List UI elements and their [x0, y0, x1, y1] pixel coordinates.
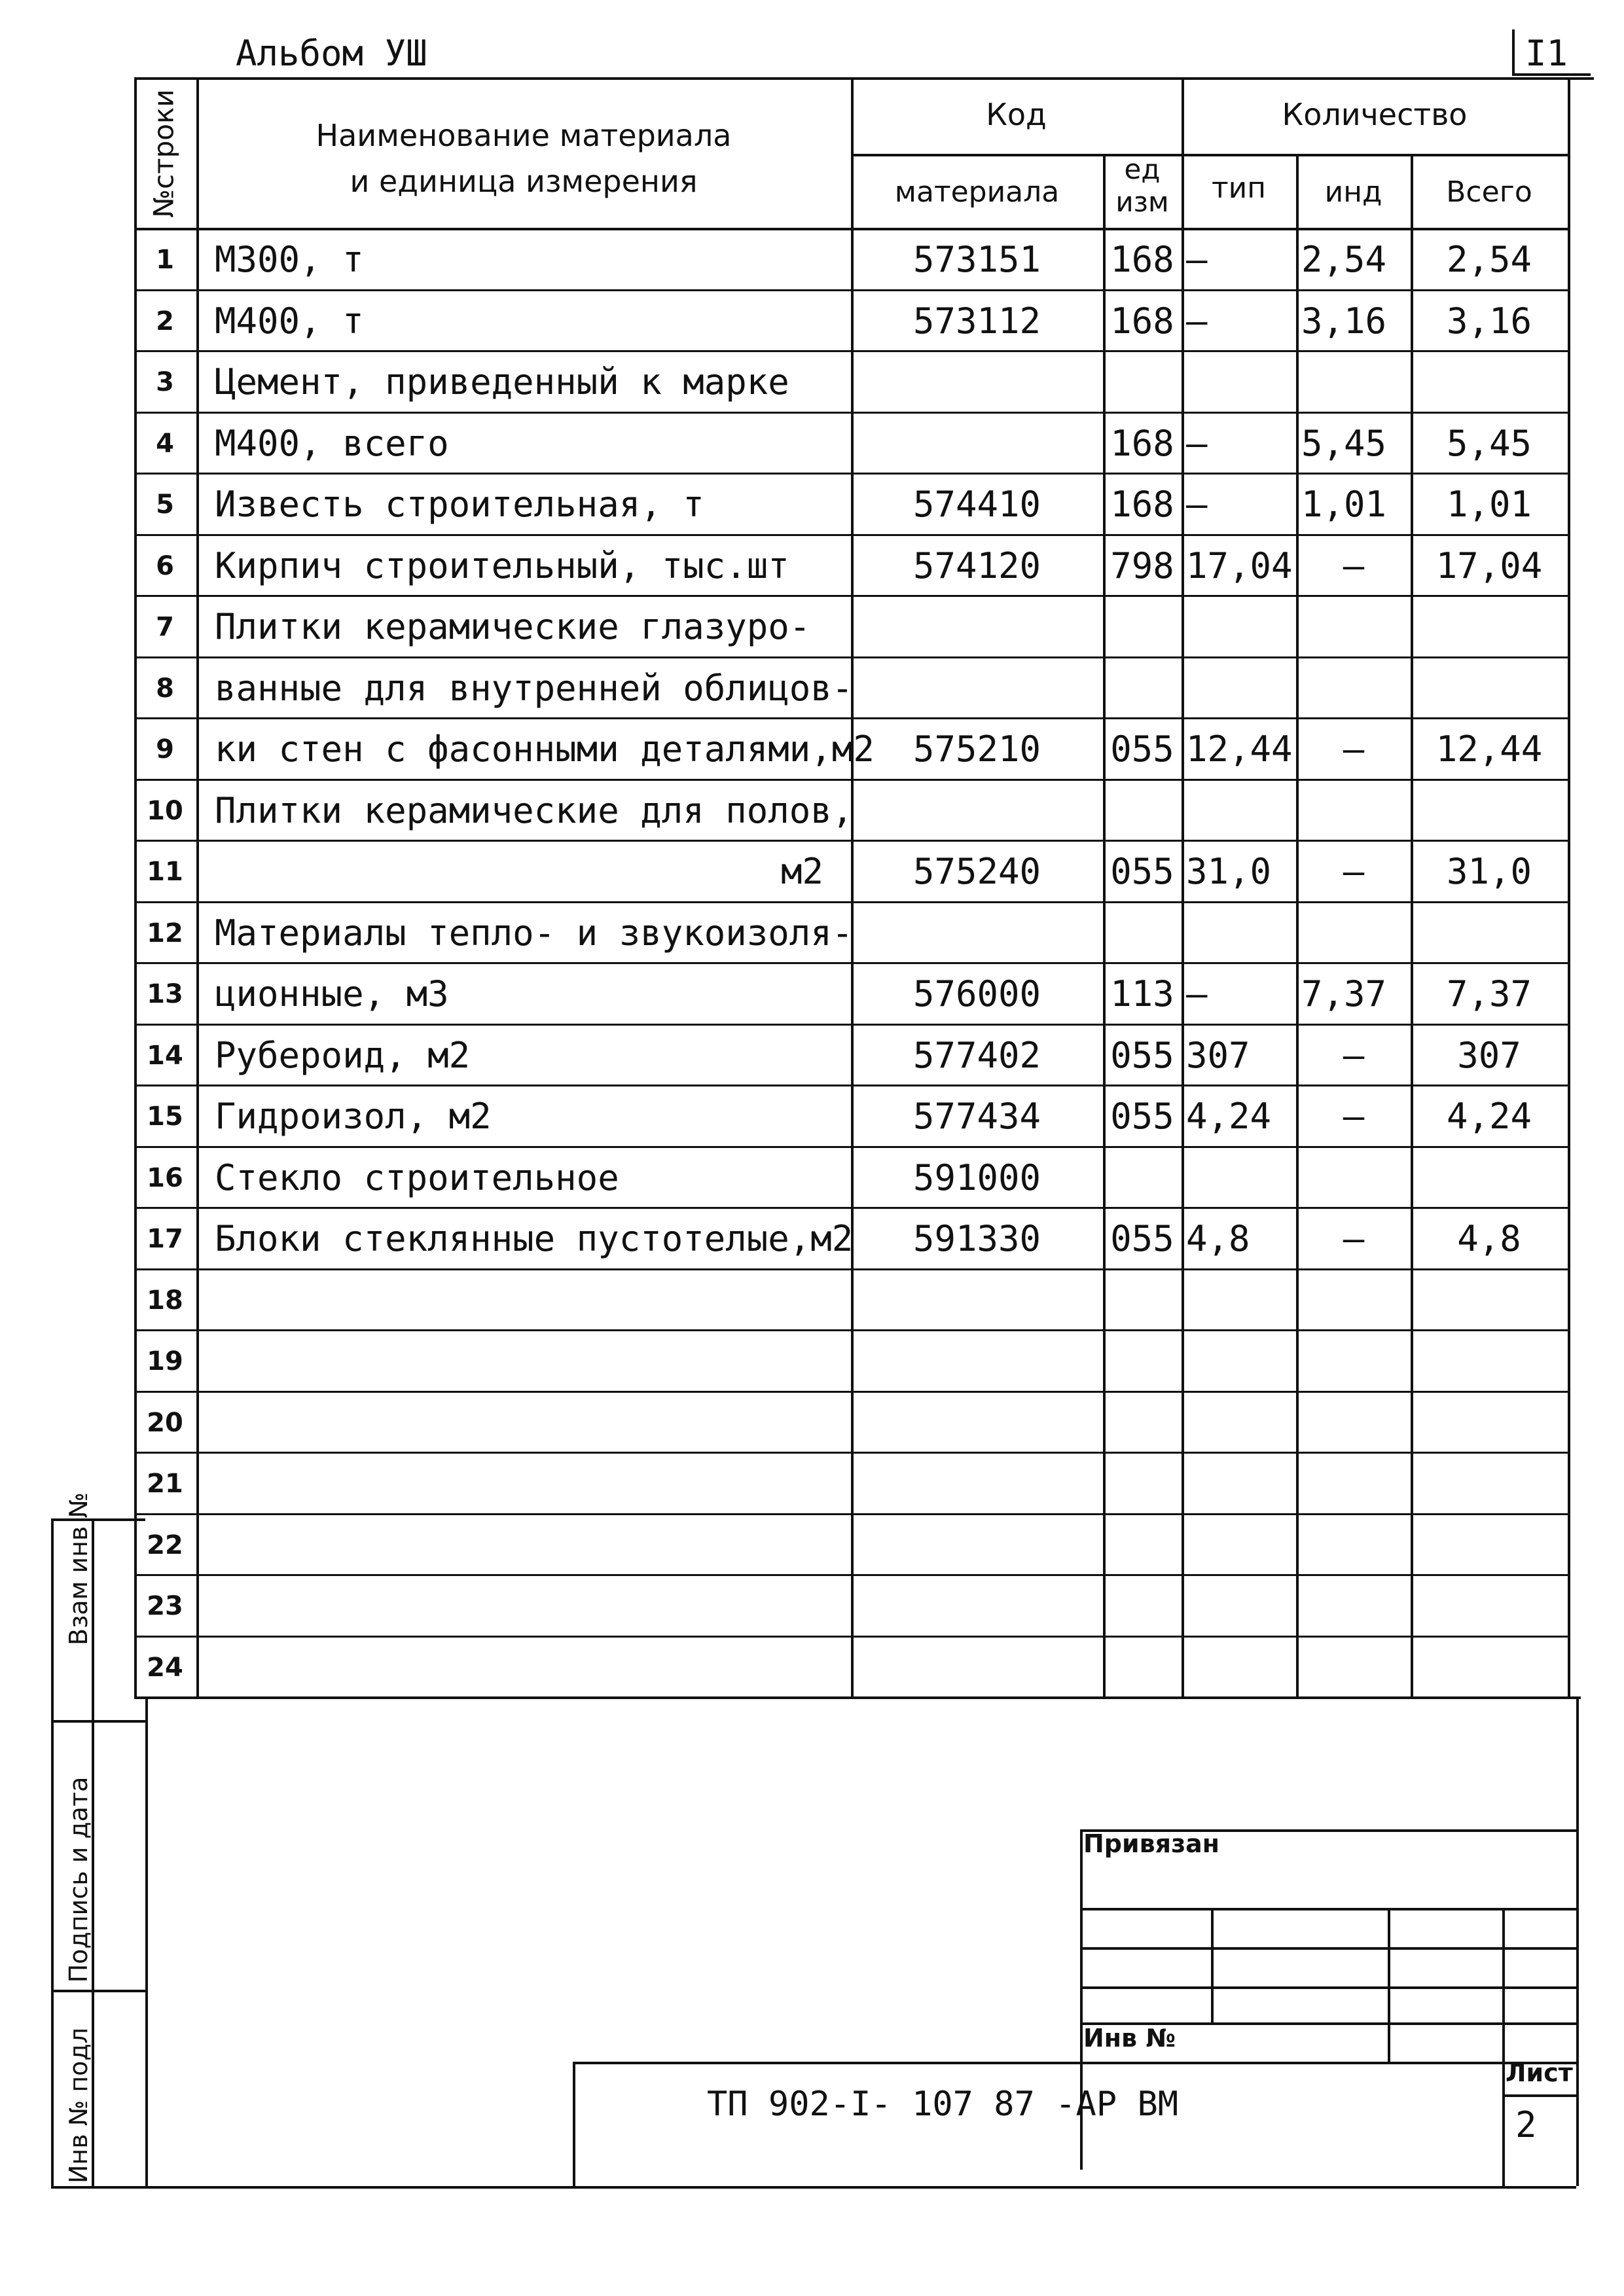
cell-n: 10	[147, 795, 183, 826]
cell-n: 1	[156, 245, 174, 275]
stamp-sheet-number: 2	[1515, 2104, 1537, 2145]
cell-name: Блоки стеклянные пустотелые,м2	[215, 1218, 854, 1259]
cell-name: М400, т	[215, 300, 364, 342]
cell-unit: 055	[1110, 1034, 1174, 1076]
rule	[134, 1391, 1568, 1393]
cell-total: 4,24	[1446, 1096, 1532, 1137]
cell-n: 8	[156, 673, 174, 704]
cell-code: 591000	[912, 1157, 1041, 1198]
cell-typ: 4,24	[1186, 1096, 1272, 1137]
cell-name: ки стен с фасонными деталями,м2	[215, 728, 875, 770]
header-name-2: и единица измерения	[350, 164, 698, 199]
rule	[134, 1085, 1568, 1086]
cell-n: 11	[147, 857, 183, 887]
cell-n: 17	[147, 1224, 183, 1254]
cell-typ: 4,8	[1186, 1218, 1250, 1259]
cell-ind: –	[1343, 545, 1365, 586]
rule	[134, 1452, 1568, 1454]
cell-n: 7	[156, 612, 174, 642]
rule	[1502, 2094, 1576, 2097]
rule	[134, 840, 1568, 842]
cell-name: Кирпич строительный, тыс.шт	[215, 545, 789, 586]
cell-name: Стекло строительное	[215, 1157, 619, 1198]
cell-code: 574120	[912, 545, 1041, 586]
rule	[1502, 1908, 1505, 2186]
rule	[1211, 1908, 1214, 2022]
cell-n: 18	[147, 1285, 183, 1316]
rule	[134, 473, 1568, 475]
cell-ind: –	[1343, 728, 1365, 770]
cell-typ: –	[1186, 973, 1208, 1014]
cell-total: 31,0	[1446, 851, 1532, 892]
rule	[134, 1024, 1568, 1026]
cell-unit: 055	[1110, 851, 1174, 892]
stamp-sheet-label: Лист	[1506, 2058, 1573, 2087]
rule	[134, 77, 1594, 80]
rule	[134, 717, 1568, 719]
rule	[1103, 154, 1106, 1696]
rule	[134, 412, 1568, 414]
cell-typ: –	[1186, 422, 1208, 464]
cell-total: 5,45	[1446, 422, 1532, 464]
cell-name: Известь строительная, т	[215, 484, 704, 525]
cell-ind: 1,01	[1301, 484, 1387, 525]
cell-n: 12	[147, 918, 183, 948]
cell-n: 20	[147, 1407, 183, 1438]
side-label-inv-podl: Инв № подл	[64, 2028, 93, 2184]
cell-name: ванные для внутренней облицов-	[215, 667, 854, 709]
cell-n: 16	[147, 1162, 183, 1193]
document-code: ТП 902-I- 107 87 -АР ВМ	[707, 2085, 1179, 2124]
rule	[134, 1268, 1568, 1270]
cell-code: 591330	[912, 1218, 1041, 1259]
rule	[134, 1329, 1568, 1331]
rule	[573, 2062, 575, 2186]
rule	[134, 1513, 1568, 1515]
cell-total: 3,16	[1446, 300, 1532, 342]
cell-n: 5	[156, 490, 174, 520]
cell-name: Плитки керамические для полов,	[215, 789, 854, 831]
side-label-podpis: Подпись и дата	[64, 1776, 93, 1983]
side-label-vzam: Взам инв №	[64, 1492, 93, 1645]
cell-code: 577434	[912, 1096, 1041, 1137]
cell-n: 13	[147, 979, 183, 1009]
cell-ind: 2,54	[1301, 239, 1387, 280]
cell-n: 15	[147, 1102, 183, 1132]
cell-unit: 055	[1110, 1096, 1174, 1137]
header-qty-ind: инд	[1324, 175, 1382, 209]
rule	[851, 154, 1568, 156]
header-qty-type: тип	[1212, 171, 1266, 205]
cell-n: 4	[156, 428, 174, 459]
rule	[573, 2062, 1576, 2064]
header-unit: ед	[1124, 153, 1161, 185]
rule	[51, 1720, 145, 1723]
rule	[145, 1696, 148, 2186]
cell-name: ционные, м3	[215, 973, 449, 1014]
cell-typ: –	[1186, 300, 1208, 342]
rule	[1388, 1908, 1390, 2062]
cell-ind: –	[1343, 1096, 1365, 1137]
cell-typ: 31,0	[1186, 851, 1272, 892]
cell-n: 22	[147, 1530, 183, 1560]
cell-n: 6	[156, 550, 174, 581]
cell-code: 574410	[912, 484, 1041, 525]
rule	[134, 779, 1568, 781]
cell-ind: –	[1343, 1218, 1365, 1259]
header-qty-total: Всего	[1446, 175, 1532, 209]
rule	[51, 1518, 54, 2186]
cell-total: 2,54	[1446, 239, 1532, 280]
cell-name: Плитки керамические глазуро-	[215, 606, 811, 647]
header-row-number: №строки	[147, 89, 180, 218]
cell-total: 1,01	[1446, 484, 1532, 525]
header-code: Код	[986, 97, 1047, 132]
cell-code: 575240	[912, 851, 1041, 892]
rule	[134, 901, 1568, 903]
cell-n: 24	[147, 1652, 183, 1683]
cell-ind: –	[1343, 851, 1365, 892]
rule	[134, 656, 1568, 658]
album-title: Альбом УШ	[236, 33, 427, 74]
cell-ind: 7,37	[1301, 973, 1387, 1014]
rule	[1568, 77, 1570, 1696]
rule	[134, 595, 1568, 597]
cell-unit: 168	[1110, 300, 1174, 342]
cell-name: Цемент, приведенный к марке	[215, 361, 789, 403]
cell-name: М400, всего	[215, 422, 449, 464]
cell-ind: 5,45	[1301, 422, 1387, 464]
rule	[134, 350, 1568, 352]
cell-code: 573151	[912, 239, 1041, 280]
cell-code: 573112	[912, 300, 1041, 342]
rule	[134, 534, 1568, 536]
cell-unit: 055	[1110, 728, 1174, 770]
cell-name: Материалы тепло- и звукоизоля-	[215, 912, 854, 954]
rule	[134, 289, 1568, 291]
rule	[134, 1696, 1581, 1699]
cell-typ: –	[1186, 239, 1208, 280]
rule	[51, 2186, 1576, 2189]
cell-unit: 113	[1110, 973, 1174, 1014]
cell-total: 307	[1457, 1034, 1521, 1076]
cell-typ: 12,44	[1186, 728, 1293, 770]
cell-typ: 17,04	[1186, 545, 1293, 586]
header-code-material: материала	[894, 175, 1060, 209]
cell-unit: 055	[1110, 1218, 1174, 1259]
cell-n: 23	[147, 1591, 183, 1621]
cell-n: 3	[156, 367, 174, 397]
cell-total: 12,44	[1435, 728, 1543, 770]
cell-name: м2	[780, 851, 823, 892]
stamp-privyazan: Привязан	[1083, 1829, 1220, 1858]
cell-n: 21	[147, 1469, 183, 1499]
cell-ind: –	[1343, 1034, 1365, 1076]
cell-n: 14	[147, 1040, 183, 1071]
cell-unit: 168	[1110, 239, 1174, 280]
cell-unit: 168	[1110, 484, 1174, 525]
rule	[134, 1207, 1568, 1209]
cell-total: 4,8	[1457, 1218, 1521, 1259]
header-name: Наименование материала	[316, 118, 732, 153]
cell-code: 576000	[912, 973, 1041, 1014]
cell-name: Рубероид, м2	[215, 1034, 471, 1076]
rule	[134, 1636, 1568, 1638]
rule	[134, 962, 1568, 964]
header-unit-2: изм	[1115, 186, 1169, 218]
cell-total: 17,04	[1435, 545, 1543, 586]
header-quantity: Количество	[1282, 97, 1468, 132]
cell-code: 577402	[912, 1034, 1041, 1076]
cell-ind: 3,16	[1301, 300, 1387, 342]
cell-code: 575210	[912, 728, 1041, 770]
rule	[1411, 154, 1413, 1696]
cell-n: 9	[156, 734, 174, 764]
stamp-inv-no: Инв №	[1083, 2024, 1176, 2053]
cell-n: 2	[156, 306, 174, 336]
cell-n: 19	[147, 1346, 183, 1376]
cell-typ: 307	[1186, 1034, 1250, 1076]
rule	[1296, 154, 1299, 1696]
cell-name: М300, т	[215, 239, 364, 280]
cell-total: 7,37	[1446, 973, 1532, 1014]
cell-name: Гидроизол, м2	[215, 1096, 492, 1137]
rule	[134, 1146, 1568, 1148]
cell-typ: –	[1186, 484, 1208, 525]
rule	[134, 1574, 1568, 1576]
cell-unit: 168	[1110, 422, 1174, 464]
cell-unit: 798	[1110, 545, 1174, 586]
rule	[1576, 1696, 1579, 2186]
page-corner-number: I1	[1525, 33, 1568, 74]
